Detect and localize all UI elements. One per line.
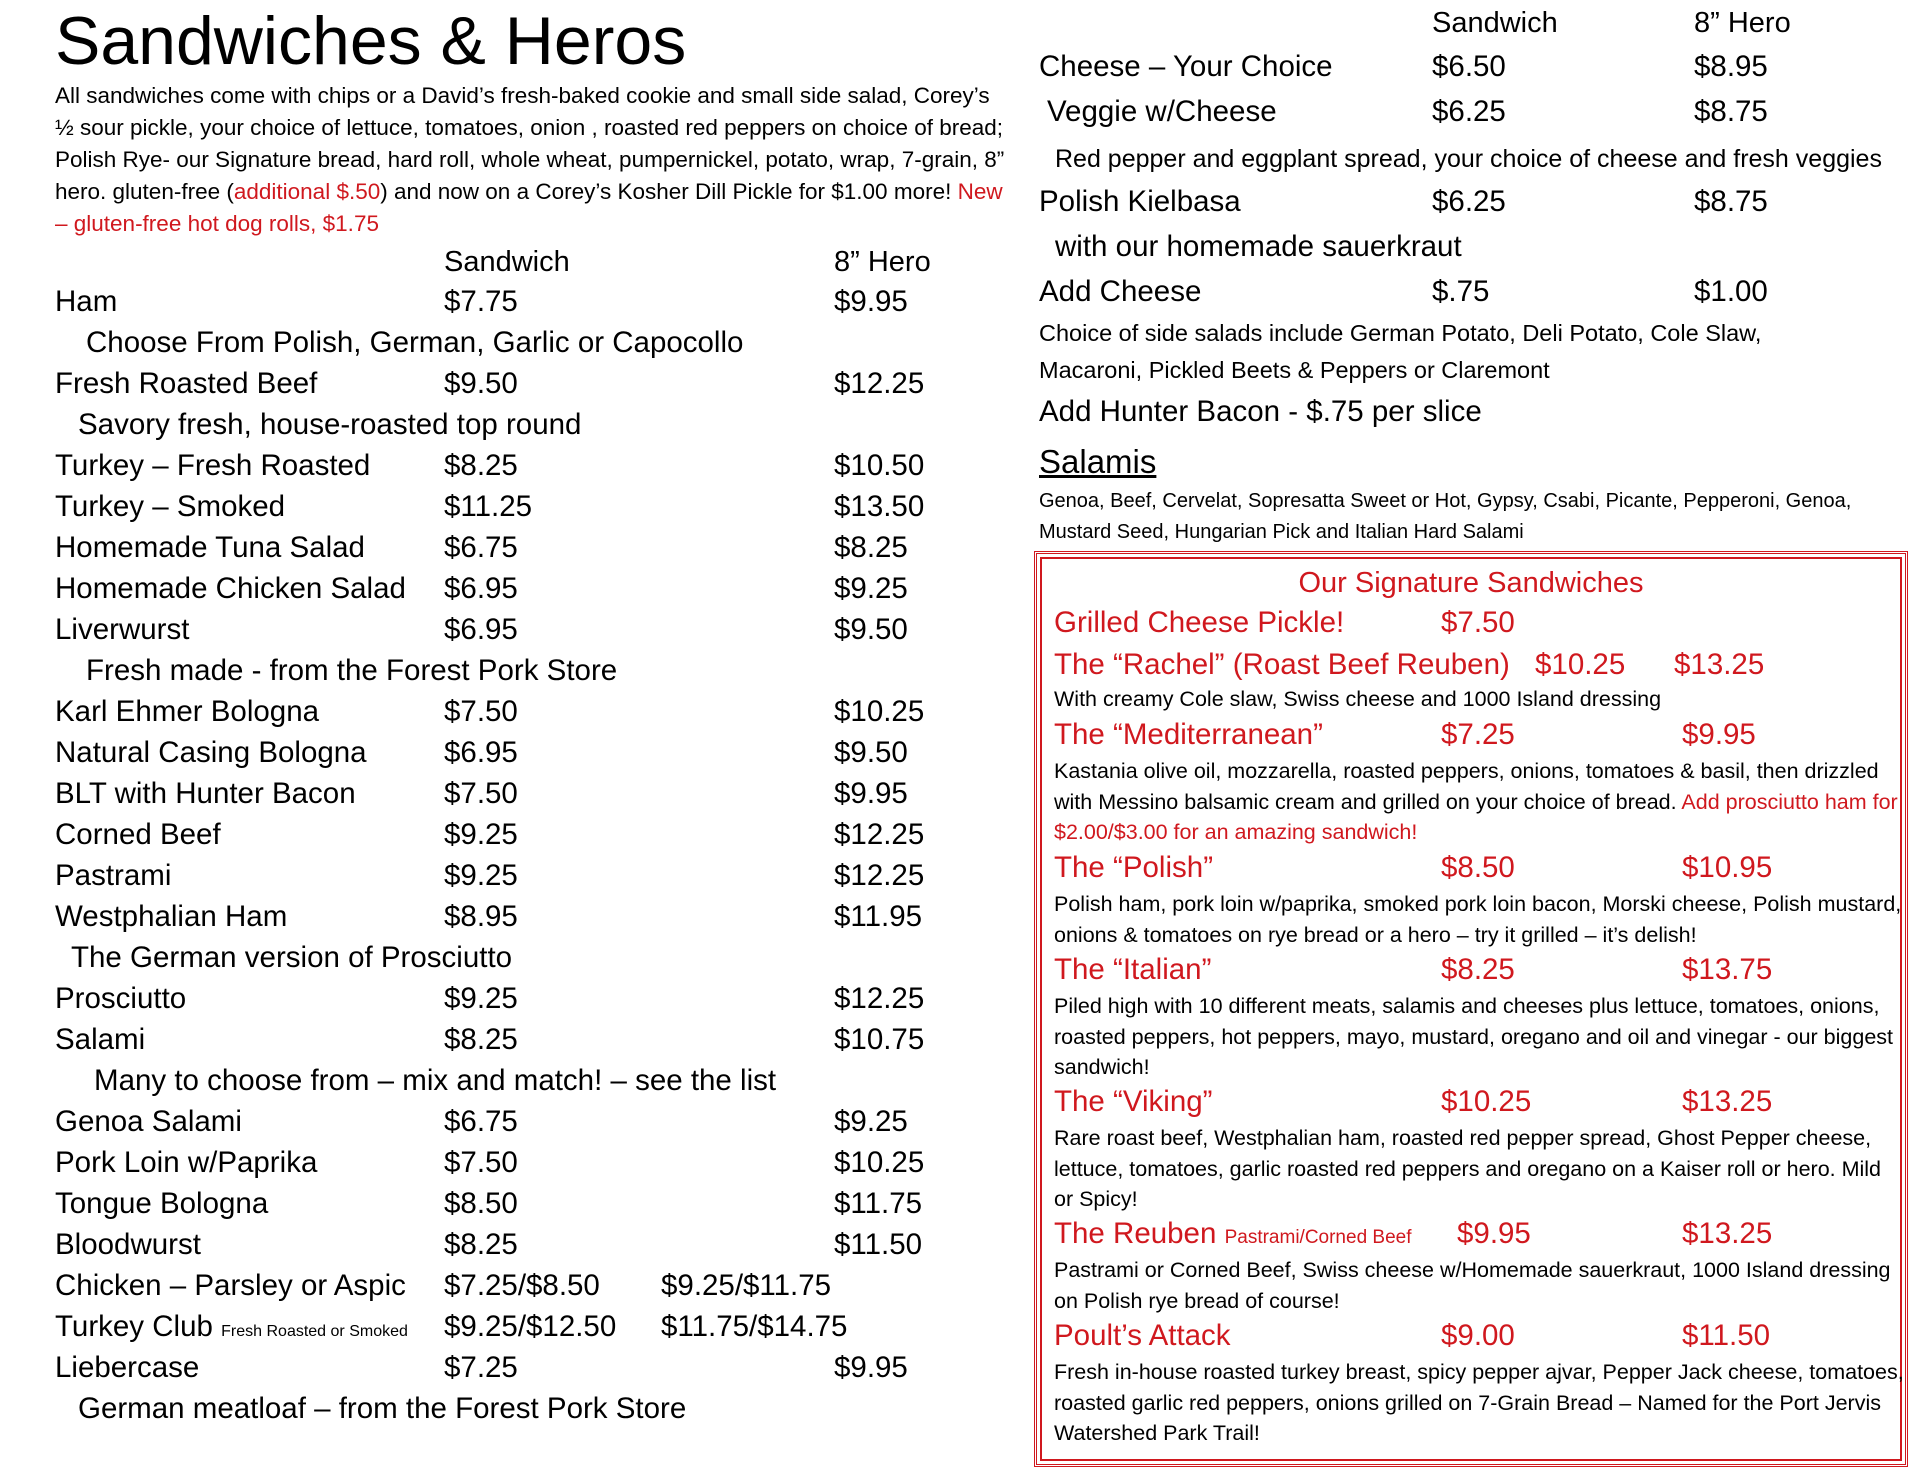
item-name: Turkey Club [55, 1310, 213, 1343]
sandwich-price: $6.25 [1432, 95, 1506, 128]
item-name: Westphalian Ham [55, 900, 288, 933]
hero-price: $8.95 [1694, 50, 1768, 83]
hero-price: $8.25 [834, 531, 908, 564]
item-description: Pastrami or Corned Beef, Swiss cheese w/Homemade sauerkraut, 1000 Island dressing on Polish rye bread of course! [1054, 1258, 1891, 1313]
item-description: Fresh in-house roasted turkey breast, spicy pepper ajvar, Pepper Jack cheese, tomatoes, roasted garlic red peppers, onions grilled on 7-Grain Bread – Named for the Port Jervis Watershed Park Trail! [1054, 1360, 1904, 1445]
hero-price: $11.95 [834, 900, 923, 933]
item-name: Grilled Cheese Pickle! [1054, 606, 1345, 639]
item-name: The “Italian” [1054, 953, 1212, 986]
menu-item [1039, 92, 1919, 132]
item-name: Natural Casing Bologna [55, 736, 367, 769]
sandwich-price: $9.00 [1441, 1319, 1515, 1352]
hero-price: $10.25 [834, 1146, 925, 1179]
sandwich-price: $9.25 [444, 982, 518, 1015]
item-name: The Reuben [1054, 1217, 1217, 1250]
item-name: Chicken – Parsley or Aspic [55, 1269, 406, 1302]
item-description: With creamy Cole slaw, Swiss cheese and 1000 Island dressing [1054, 687, 1662, 711]
item-name: BLT with Hunter Bacon [55, 777, 356, 810]
menu-item [55, 1143, 1005, 1183]
sandwich-price: $7.50 [444, 695, 518, 728]
item-description: Polish ham, pork loin w/paprika, smoked pork loin bacon, Morski cheese, Polish mustard, onions & tomatoes on rye bread or a hero – try it grilled – it’s delish! [1054, 892, 1902, 947]
menu-item [1039, 272, 1919, 312]
item-name: Cheese – Your Choice [1039, 50, 1333, 83]
menu-item [55, 897, 1005, 937]
item-name: Genoa Salami [55, 1105, 242, 1138]
item-name: Ham [55, 285, 118, 318]
item-name: Corned Beef [55, 818, 221, 851]
menu-item [55, 528, 1005, 568]
item-name: Salami [55, 1023, 146, 1056]
item-subnote: Fresh Roasted or Smoked [221, 1323, 408, 1340]
signature-item [1054, 715, 1904, 755]
menu-item [55, 1266, 1005, 1306]
hero-price: $9.25/$11.75 [661, 1269, 832, 1302]
sandwich-price: $7.50 [444, 777, 518, 810]
sandwich-price: $10.25 [1535, 648, 1626, 681]
sandwich-price: $7.25/$8.50 [444, 1269, 600, 1302]
right-header-sandwich: Sandwich [1432, 7, 1558, 39]
menu-item [55, 610, 1005, 650]
signature-item [1054, 848, 1904, 888]
sandwich-price: $7.25 [1441, 718, 1515, 751]
item-subnote: Pastrami/Corned Beef [1224, 1227, 1412, 1248]
hero-price: $9.95 [834, 777, 908, 810]
hero-price: $12.25 [834, 859, 925, 892]
item-name: Karl Ehmer Bologna [55, 695, 320, 728]
menu-item [55, 1184, 1005, 1224]
intro-text-2: ) and now on a Corey’s Kosher Dill Pickle for $1.00 more! [380, 179, 958, 204]
item-description [1054, 756, 1904, 848]
item-name: The “Mediterranean” [1054, 718, 1323, 751]
sandwich-price: $9.25 [444, 818, 518, 851]
intro-text: All sandwiches come with chips or a David’s fresh-baked cookie and small side salad, Corey’s ½ sour pickle, your choice of lettuce, tomatoes, onion , roasted red peppers on choice of bread; Polish Rye- our Signature bread, hard roll, whole wheat, pumpernickel, potato, wrap, 7-grain, 8” hero. gluten-free ( [55, 83, 1005, 204]
sandwich-price: $.75 [1432, 275, 1490, 308]
menu-item [55, 692, 1005, 732]
item-name: The “Viking” [1054, 1085, 1213, 1118]
sandwich-price: $6.25 [1432, 185, 1506, 218]
hero-price: $9.25 [834, 1105, 908, 1138]
right-header-hero: 8” Hero [1694, 7, 1791, 39]
sandwich-price: $8.25 [444, 449, 518, 482]
item-name: Turkey – Smoked [55, 490, 286, 523]
menu-item [55, 856, 1005, 896]
item-name: Prosciutto [55, 982, 187, 1015]
menu-item [55, 774, 1005, 814]
item-name: Veggie w/Cheese [1047, 95, 1277, 128]
hero-price: $9.25 [834, 572, 908, 605]
sandwich-price: $9.25 [444, 859, 518, 892]
sandwich-price: $8.25 [444, 1228, 518, 1261]
side-salads-text-2: Macaroni, Pickled Beets & Peppers or Claremont [1039, 357, 1550, 383]
page-title: Sandwiches & Heros [55, 3, 687, 79]
hero-price: $11.75 [834, 1187, 923, 1220]
item-name: Poult’s Attack [1054, 1319, 1231, 1352]
sandwich-price: $6.95 [444, 572, 518, 605]
item-name: Pork Loin w/Paprika [55, 1146, 318, 1179]
menu-item [55, 1307, 1005, 1347]
sandwich-price: $8.25 [444, 1023, 518, 1056]
item-description: Rare roast beef, Westphalian ham, roasted red pepper spread, Ghost Pepper cheese, lettuce, tomatoes, garlic roasted red peppers and oregano on a Kaiser roll or hero. Mild or Spicy! [1054, 1126, 1882, 1211]
item-note: Red pepper and eggplant spread, your choice of cheese and fresh veggies [1055, 145, 1882, 173]
intro-paragraph [55, 80, 1005, 240]
item-name: Fresh Roasted Beef [55, 367, 318, 400]
gluten-free-surcharge: additional $.50 [233, 179, 381, 204]
sandwich-price: $6.75 [444, 531, 518, 564]
sandwich-price: $8.50 [1441, 851, 1515, 884]
item-description: Piled high with 10 different meats, salamis and cheeses plus lettuce, tomatoes, onions, roasted peppers, hot peppers, mayo, mustard, oregano and oil and vinegar - our biggest sandwich! [1054, 994, 1894, 1079]
hero-price: $1.00 [1694, 275, 1768, 308]
hero-price: $13.25 [1682, 1217, 1773, 1250]
side-salads-text: Choice of side salads include German Potato, Deli Potato, Cole Slaw, [1039, 320, 1762, 346]
menu-item [1039, 47, 1919, 87]
hero-price: $9.50 [834, 736, 908, 769]
signature-item [1054, 645, 1904, 685]
sandwich-price: $8.50 [444, 1187, 518, 1220]
sandwich-price: $9.95 [1457, 1217, 1531, 1250]
desc-text: Kastania olive oil, mozzarella, roasted peppers, onions, tomatoes & basil, then drizzled with Messino balsamic cream and grilled on your choice of bread. [1054, 759, 1879, 814]
signature-item [1054, 603, 1904, 643]
item-name: Bloodwurst [55, 1228, 201, 1261]
item-note: The German version of Prosciutto [71, 941, 513, 974]
hero-price: $10.95 [1682, 851, 1773, 884]
hero-price: $11.50 [834, 1228, 923, 1261]
menu-item [55, 1225, 1005, 1265]
hero-price: $9.95 [834, 285, 908, 318]
sandwich-price: $7.25 [444, 1351, 518, 1384]
menu-item [55, 1348, 1005, 1388]
hero-price: $12.25 [834, 818, 925, 851]
hero-price: $11.75/$14.75 [661, 1310, 848, 1343]
sandwich-price: $11.25 [444, 490, 533, 523]
item-note: German meatloaf – from the Forest Pork Store [78, 1392, 687, 1425]
item-name: Add Cheese [1039, 275, 1202, 308]
signature-item [1054, 1082, 1904, 1122]
menu-item [55, 733, 1005, 773]
item-note: Savory fresh, house-roasted top round [78, 408, 582, 441]
menu-item [1039, 182, 1919, 222]
menu-item [55, 979, 1005, 1019]
item-note: Many to choose from – mix and match! – see the list [94, 1064, 777, 1097]
left-header-sandwich: Sandwich [444, 246, 570, 278]
menu-item [55, 815, 1005, 855]
hero-price: $9.95 [834, 1351, 908, 1384]
sandwich-price: $9.25/$12.50 [444, 1310, 617, 1343]
hero-price: $13.25 [1674, 648, 1765, 681]
item-name: Tongue Bologna [55, 1187, 269, 1220]
sandwich-price: $10.25 [1441, 1085, 1532, 1118]
hero-price: $12.25 [834, 982, 925, 1015]
new-hot-dog-rolls-note: New – gluten-free hot dog rolls, $1.75 [55, 179, 1003, 236]
hero-price: $13.50 [834, 490, 925, 523]
sandwich-price: $8.25 [1441, 953, 1515, 986]
hunter-bacon-addon [1039, 392, 1919, 432]
item-name: Liebercase [55, 1351, 200, 1384]
item-note: Choose From Polish, German, Garlic or Capocollo [86, 326, 744, 359]
signature-item [1054, 1316, 1904, 1356]
item-name: Homemade Tuna Salad [55, 531, 365, 564]
item-name: The “Rachel” (Roast Beef Reuben) [1054, 648, 1510, 681]
sandwich-price: $9.50 [444, 367, 518, 400]
menu-item [55, 1102, 1005, 1142]
sandwich-price: $8.95 [444, 900, 518, 933]
item-name: Add Hunter Bacon - $.75 per slice [1039, 395, 1482, 428]
signature-heading: Our Signature Sandwiches [1298, 567, 1644, 599]
hero-price: $9.95 [1682, 718, 1756, 751]
item-name: Pastrami [55, 859, 172, 892]
prosciutto-addon-note: Add prosciutto ham for $2.00/$3.00 for an amazing sandwich! [1054, 789, 1898, 844]
hero-price: $10.25 [834, 695, 925, 728]
hero-price: $10.50 [834, 449, 925, 482]
sandwich-price: $6.95 [444, 613, 518, 646]
hero-price: $9.50 [834, 613, 908, 646]
signature-item [1054, 1214, 1904, 1254]
hero-price: $13.75 [1682, 953, 1773, 986]
item-name: Liverwurst [55, 613, 190, 646]
menu-item [55, 569, 1005, 609]
hero-price: $8.75 [1694, 185, 1768, 218]
menu-item [55, 446, 1005, 486]
left-header-hero: 8” Hero [834, 246, 931, 278]
salamis-heading: Salamis [1039, 443, 1157, 480]
menu-item [55, 487, 1005, 527]
hero-price: $11.50 [1682, 1319, 1771, 1352]
menu-item [55, 364, 1005, 404]
item-name: Polish Kielbasa [1039, 185, 1241, 218]
item-name: The “Polish” [1054, 851, 1214, 884]
menu-item [55, 1020, 1005, 1060]
sandwich-price: $7.75 [444, 285, 518, 318]
sandwich-price: $6.95 [444, 736, 518, 769]
sandwich-price: $7.50 [1441, 606, 1515, 639]
item-note: Fresh made - from the Forest Pork Store [86, 654, 618, 687]
menu-item [55, 282, 1005, 322]
sandwich-price: $7.50 [444, 1146, 518, 1179]
signature-item [1054, 950, 1904, 990]
item-name: Turkey – Fresh Roasted [55, 449, 371, 482]
salamis-list: Genoa, Beef, Cervelat, Sopresatta Sweet or Hot, Gypsy, Csabi, Picante, Pepperoni, Genoa, Mustard Seed, Hungarian Pick and Italian Hard Salami [1039, 490, 1852, 543]
hero-price: $13.25 [1682, 1085, 1773, 1118]
sandwich-price: $6.50 [1432, 50, 1506, 83]
hero-price: $10.75 [834, 1023, 925, 1056]
hero-price: $12.25 [834, 367, 925, 400]
sandwich-price: $6.75 [444, 1105, 518, 1138]
hero-price: $8.75 [1694, 95, 1768, 128]
item-note: with our homemade sauerkraut [1055, 230, 1462, 263]
item-name: Homemade Chicken Salad [55, 572, 406, 605]
